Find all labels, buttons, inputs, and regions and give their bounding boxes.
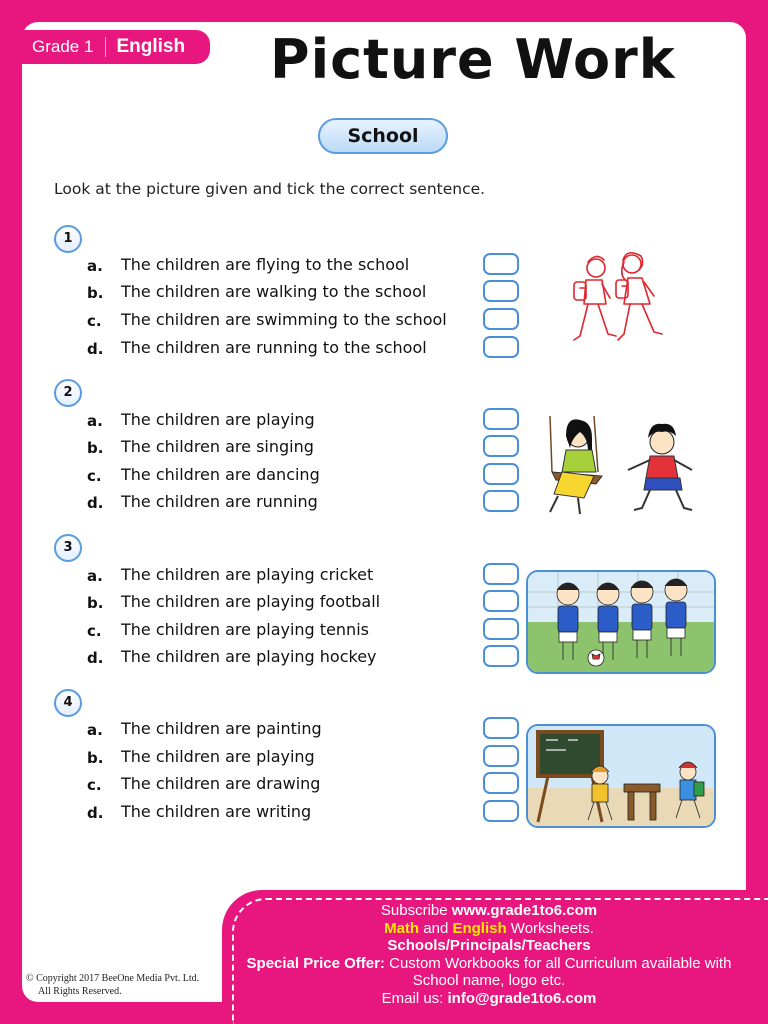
children-football-team-illustration [526, 570, 716, 674]
option-text: The children are swimming to the school [121, 310, 447, 329]
offer-text: Custom Workbooks for all Curriculum available with School name, logo etc. [384, 954, 732, 989]
question-number: 3 [54, 534, 82, 562]
instruction-text: Look at the picture given and tick the correct sentence. [54, 180, 486, 198]
tick-box[interactable] [483, 563, 519, 585]
children-classroom-illustration [526, 724, 716, 828]
footer-text [236, 902, 742, 1007]
option-letter: d. [87, 340, 104, 358]
question-number: 1 [54, 225, 82, 253]
option-letter: c. [87, 467, 102, 485]
subject-label: English [116, 36, 186, 57]
option-text: The children are walking to the school [121, 282, 427, 301]
option-letter: d. [87, 804, 104, 822]
footer-worksheets-line [236, 920, 742, 938]
tick-box[interactable] [483, 308, 519, 330]
option-letter: c. [87, 776, 102, 794]
option-letter: d. [87, 649, 104, 667]
question-number: 2 [54, 379, 82, 407]
tick-box[interactable] [483, 717, 519, 739]
copyright-notice [26, 972, 199, 998]
tick-box[interactable] [483, 336, 519, 358]
option-letter: a. [87, 721, 103, 739]
subscribe-prefix: Subscribe [380, 902, 452, 919]
children-walking-illustration [566, 248, 676, 348]
question-number: 4 [54, 689, 82, 717]
option-text: The children are playing [121, 410, 315, 429]
copyright-line: © Copyright 2017 BeeOne Media Pvt. Ltd. [26, 973, 200, 984]
audience-label: Schools/Principals/Teachers [387, 937, 591, 954]
option-letter: a. [87, 257, 103, 275]
option-letter: d. [87, 494, 104, 512]
option-letter: c. [87, 312, 102, 330]
option-text: The children are playing cricket [121, 565, 374, 584]
option-text: The children are painting [121, 719, 322, 738]
option-letter: a. [87, 567, 103, 585]
option-text: The children are playing tennis [121, 620, 369, 639]
option-letter: a. [87, 412, 103, 430]
and-label: and [419, 919, 453, 937]
option-text: The children are playing football [121, 592, 381, 611]
tick-box[interactable] [483, 490, 519, 512]
option-text: The children are dancing [121, 465, 320, 484]
option-letter: b. [87, 439, 104, 457]
option-letter: c. [87, 622, 102, 640]
rights-line: All Rights Reserved. [38, 986, 122, 997]
footer-audience-line [236, 937, 742, 955]
option-text: The children are running to the school [121, 338, 427, 357]
option-text: The children are drawing [121, 774, 321, 793]
option-text: The children are singing [121, 437, 314, 456]
offer-label: Special Price Offer: [246, 954, 385, 972]
tick-box[interactable] [483, 280, 519, 302]
option-text: The children are writing [121, 802, 312, 821]
topic-pill: School [318, 118, 448, 154]
option-text: The children are running [121, 492, 318, 511]
tick-box[interactable] [483, 590, 519, 612]
tick-box[interactable] [483, 253, 519, 275]
tick-box[interactable] [483, 618, 519, 640]
badge-divider [105, 37, 106, 57]
tick-box[interactable] [483, 463, 519, 485]
option-text: The children are flying to the school [121, 255, 410, 274]
math-label: Math [384, 919, 420, 937]
subscribe-link[interactable]: www.grade1to6.com [451, 902, 598, 919]
option-text: The children are playing [121, 747, 315, 766]
children-swing-playing-illustration [538, 414, 702, 520]
grade-label: Grade 1 [32, 37, 94, 56]
option-text: The children are playing hockey [121, 647, 377, 666]
option-letter: b. [87, 284, 104, 302]
email-prefix: Email us: [381, 989, 448, 1007]
tick-box[interactable] [483, 800, 519, 822]
option-letter: b. [87, 749, 104, 767]
tick-box[interactable] [483, 745, 519, 767]
english-label: English [452, 919, 507, 937]
footer-subscribe-line [236, 902, 742, 920]
tick-box[interactable] [483, 408, 519, 430]
worksheets-label: Worksheets. [506, 919, 594, 937]
grade-subject-badge [22, 30, 210, 64]
tick-box[interactable] [483, 645, 519, 667]
footer-email-line [236, 990, 742, 1008]
tick-box[interactable] [483, 772, 519, 794]
tick-box[interactable] [483, 435, 519, 457]
option-letter: b. [87, 594, 104, 612]
footer-offer-line [236, 955, 742, 990]
email-link[interactable]: info@grade1to6.com [447, 989, 597, 1007]
page-title: Picture Work [270, 28, 676, 91]
